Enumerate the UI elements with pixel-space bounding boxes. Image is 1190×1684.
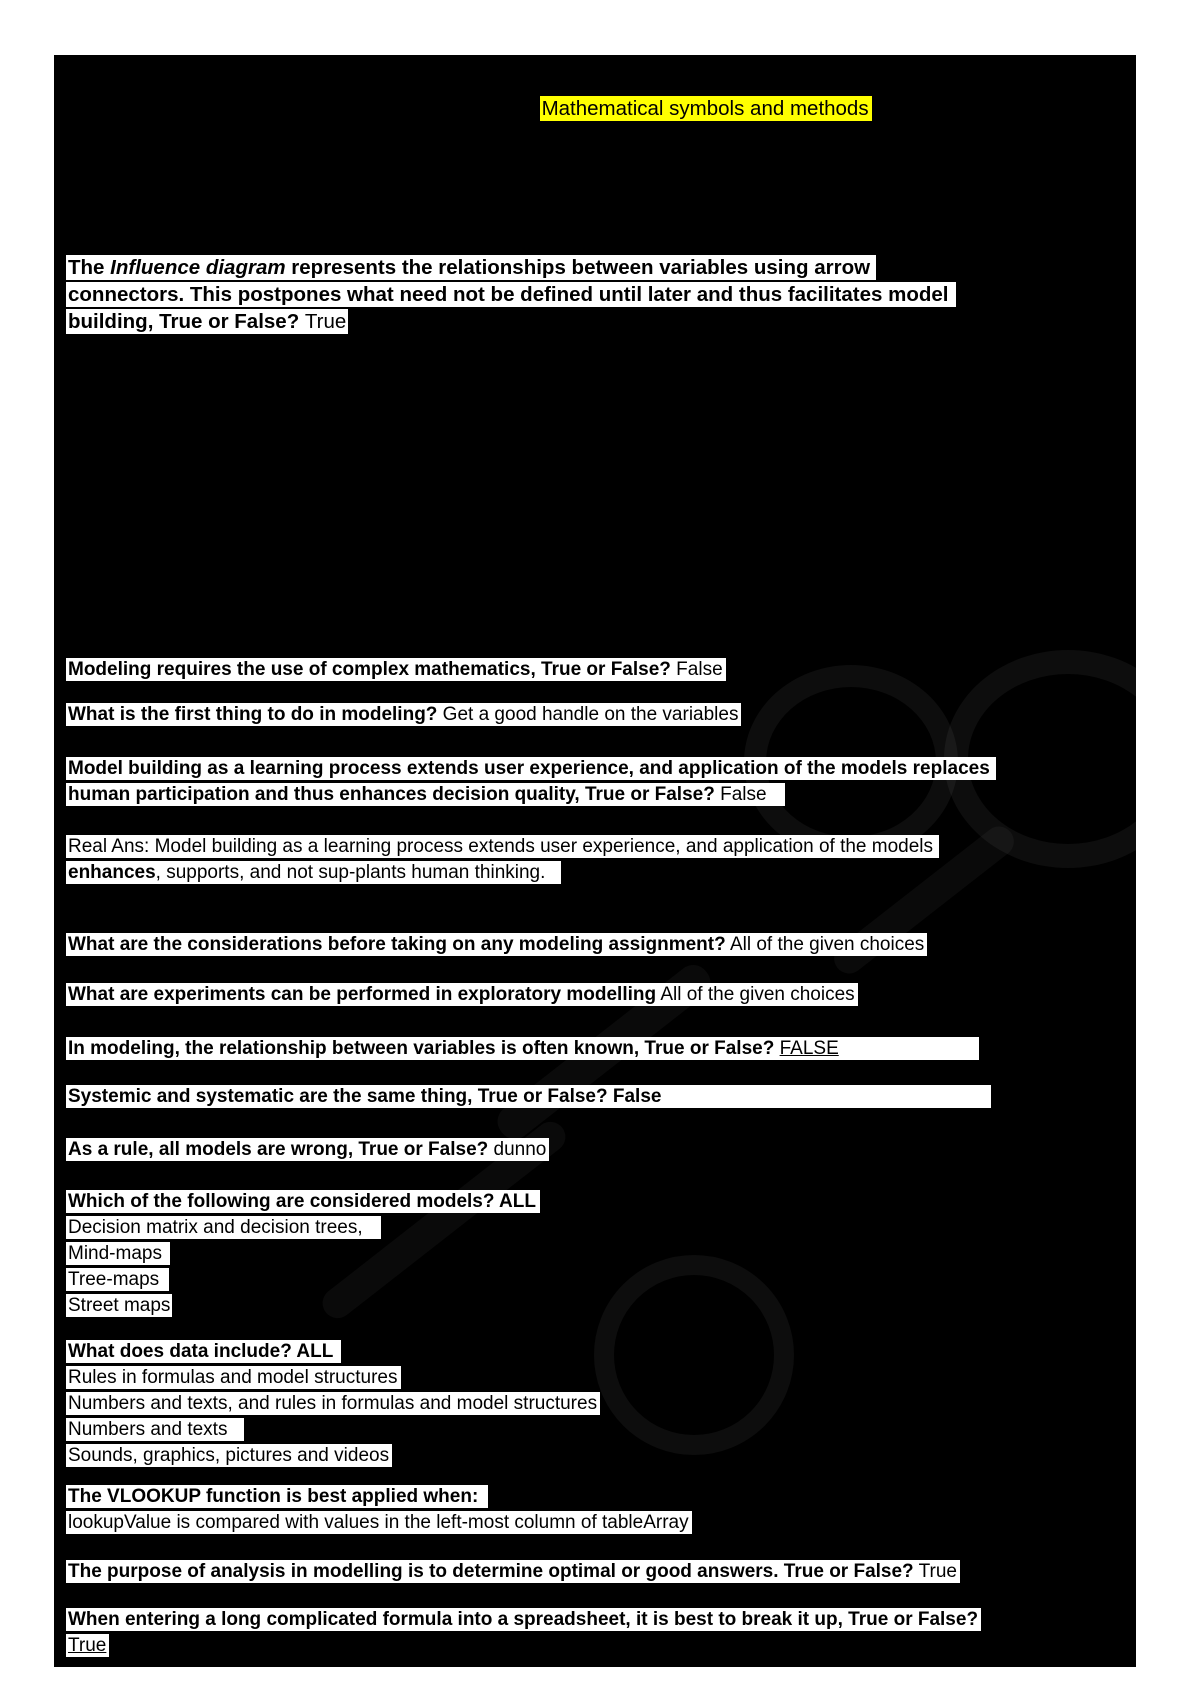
highlighted-text [66,1190,540,1213]
highlighted-text [66,1340,341,1363]
highlighted-text [66,1392,600,1415]
text-segment: human participation and thus enhances decision quality, True or False? [68,784,715,805]
highlighted-text [66,1511,692,1534]
text-segment: Numbers and texts, and rules in formulas and model structures [68,1393,598,1414]
highlighted-text [66,783,785,806]
highlighted-text [66,1444,392,1467]
text-segment: Sounds, graphics, pictures and videos [68,1445,390,1466]
highlighted-text [66,933,927,956]
text-segment: Decision matrix and decision trees, [68,1217,363,1238]
text-line [66,1215,1136,1241]
highlighted-text [66,309,348,334]
text-segment: Which of the following are considered models? ALL [68,1191,536,1212]
text-line [66,756,1136,782]
highlighted-text [66,703,741,726]
text-segment: The purpose of analysis in modelling is to determine optimal or good answers. True or False? [68,1561,914,1582]
text-line [66,281,1136,308]
text-segment: What is the first thing to do in modeling? [68,704,438,725]
text-segment: Model building as a learning process extends user experience, and application of the models replaces [68,758,990,779]
text-segment: As a rule, all models are wrong, True or False? [68,1139,489,1160]
text-segment: Modeling requires the use of complex mathematics, True or False? [68,659,671,680]
text-line [66,1137,1136,1163]
highlighted-text [66,1085,991,1108]
text-segment: True [913,1561,957,1582]
text-segment: When entering a long complicated formula into a spreadsheet, it is best to break it up, True or False? [68,1609,979,1630]
text-segment: Mind-maps [68,1243,162,1264]
text-segment: Systemic and systematic are the same thing, True or False? False [68,1086,662,1107]
text-segment: Influence diagram [110,256,286,279]
text-line [66,1267,1136,1293]
text-segment: True [304,310,347,333]
text-segment: lookupValue is compared with values in the left-most column of tableArray [68,1512,689,1533]
text-line [66,932,1136,958]
document-content [66,68,1136,1659]
text-line [66,1365,1136,1391]
text-line [66,308,1136,335]
text-segment: In modeling, the relationship between variables is often known, True or False? [68,1038,780,1059]
text-segment: Rules in formulas and model structures [68,1367,398,1388]
text-segment: dunno [488,1139,547,1160]
text-segment: FALSE [779,1038,839,1059]
document-sheet [54,55,1136,1667]
text-line [66,1189,1136,1215]
text-segment: False [670,659,723,680]
highlighted-text [66,658,726,681]
text-segment: , supports, and not sup-plants human thinking. [155,862,551,883]
text-line [66,1443,1136,1469]
text-line [66,1484,1136,1510]
text-segment: Tree-maps [68,1269,160,1290]
highlighted-text [66,1037,979,1060]
text-segment: connectors. This postpones what need not be defined until later and thus facilitates model [68,283,949,306]
highlighted-text [66,255,876,280]
text-segment: building, True or False? [68,310,305,333]
text-segment: represents the relationships between variables using arrow [285,256,871,279]
text-line [66,1391,1136,1417]
text-segment: Real Ans: Model building as a learning process extends user experience, and application of the models [68,836,934,857]
text-segment: What are experiments can be performed in exploratory modelling [68,984,657,1005]
text-line [66,657,1136,683]
text-line [66,702,1136,728]
text-line [66,1293,1136,1319]
text-segment: True [68,1635,107,1656]
highlighted-text [66,1294,172,1317]
text-line [66,254,1136,281]
text-segment: What does data include? ALL [68,1341,334,1362]
text-line [66,1084,1136,1110]
highlighted-text [66,835,939,858]
highlighted-text [66,1366,401,1389]
document-title: Mathematical symbols and methods [540,96,872,121]
text-line [66,860,1136,886]
highlighted-text [66,282,956,307]
text-segment: The [68,256,111,279]
highlighted-text [66,983,858,1006]
text-segment: What are the considerations before taking on any modeling assignment? [68,934,726,955]
highlighted-text [66,757,996,780]
highlighted-text [66,1608,981,1631]
highlighted-text [66,1242,170,1265]
text-line [66,1036,1136,1062]
text-line [66,1241,1136,1267]
text-segment: False [714,784,767,805]
highlighted-text [66,861,561,884]
text-line [66,1607,1136,1633]
text-segment: enhances [68,862,156,883]
highlighted-text [66,1634,109,1657]
text-line [66,782,1136,808]
text-line [66,834,1136,860]
text-line [66,982,1136,1008]
highlighted-text [66,1138,549,1161]
text-segment: All of the given choices [656,984,855,1005]
highlighted-text [66,1216,381,1239]
highlighted-text [66,1485,488,1508]
text-segment: Numbers and texts [68,1419,228,1440]
text-segment: All of the given choices [725,934,925,955]
highlighted-text [66,1268,169,1291]
text-segment: Street maps [68,1295,171,1316]
text-line [66,1559,1136,1585]
text-line [66,1339,1136,1365]
text-line [66,1633,1136,1659]
document-title-line [494,68,1136,149]
text-line [66,1417,1136,1443]
text-segment: The VLOOKUP function is best applied when: [68,1486,479,1507]
text-segment: Get a good handle on the variables [437,704,739,725]
text-line [66,1510,1136,1536]
highlighted-text [66,1418,244,1441]
highlighted-text [66,1560,960,1583]
